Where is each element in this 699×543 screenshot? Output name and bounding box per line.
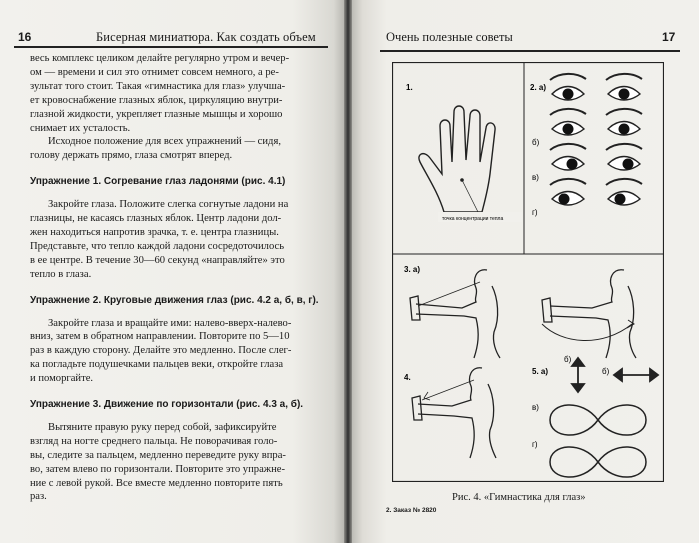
running-title-right: Очень полезные советы bbox=[386, 30, 513, 44]
body-line: Закройте глаза. Положите слегка согнутые ладони на bbox=[48, 199, 289, 211]
palm-icon bbox=[419, 106, 495, 212]
body-line: во, затем влево по горизонтали. Повторите это упражне- bbox=[30, 463, 285, 475]
body-line: голову держать прямо, глаза смотрят вперед. bbox=[30, 150, 233, 162]
body-line: Представьте, что тепло каждой ладони сосредоточилось bbox=[30, 240, 285, 252]
eye-icon bbox=[606, 144, 642, 170]
body-line: раз. bbox=[30, 491, 47, 503]
gaze-line-4 bbox=[422, 380, 474, 400]
eye-rows bbox=[550, 74, 642, 205]
body-line: вниз, затем в обратном направлении. Повторите по 5—10 bbox=[30, 331, 290, 343]
figure-label-5b: б) bbox=[602, 367, 610, 376]
woman-arm-straight-icon bbox=[410, 270, 500, 358]
exercise-heading: Упражнение 1. Согревание глаз ладонями (рис. 4.1) bbox=[30, 176, 286, 188]
body-line: и поморгайте. bbox=[30, 373, 94, 385]
body-line: весь комплекс целиком делайте регулярно утром и вечер- bbox=[30, 53, 290, 64]
running-title-left: Бисерная миниатюра. Как создать объем bbox=[96, 30, 316, 44]
left-body-text bbox=[30, 52, 320, 504]
exercise-heading: Упражнение 3. Движение по горизонтали (рис. 4.3 а, б). bbox=[30, 399, 304, 411]
header-rule-right bbox=[380, 50, 680, 52]
page-number-right: 17 bbox=[662, 30, 676, 44]
body-line: Вытяните правую руку перед собой, зафиксируйте bbox=[48, 421, 277, 433]
body-line: жен находиться напротив зрачка, т. е. центра глазницы. bbox=[30, 226, 279, 238]
figure-label-2: 2. а) bbox=[530, 83, 547, 92]
exercise-heading: Упражнение 2. Круговые движения глаз (рис. 4.2 а, б, в, г). bbox=[30, 294, 319, 306]
woman-near-hand-icon bbox=[412, 368, 496, 458]
body-line: ка погладьте подушечками пальцев веки, откройте глаза bbox=[30, 359, 284, 371]
right-page bbox=[352, 0, 699, 543]
body-line: вы, следите за пальцем, медленно переведите руку впра- bbox=[30, 449, 286, 461]
figure-label-2g: г) bbox=[532, 208, 538, 217]
eye-icon bbox=[550, 144, 586, 170]
body-line: глазницы, не касаясь глазных яблок. Центр ладони дол- bbox=[30, 213, 282, 225]
arc-arrow-3b bbox=[542, 324, 632, 341]
print-order-footnote: 2. Заказ № 2820 bbox=[386, 507, 437, 514]
body-line: в ее центре. В течение 30—60 секунд «направляйте» это bbox=[30, 254, 285, 266]
body-line: Исходное положение для всех упражнений — сидя, bbox=[48, 136, 281, 148]
eye-icon bbox=[606, 109, 642, 135]
vertical-arrow-icon bbox=[572, 358, 584, 392]
infinity-figure-horizontal bbox=[550, 405, 646, 435]
figure-label-2b: б) bbox=[532, 138, 540, 147]
body-line: глазной жидкости, укрепляет глазные мышцы и хорошо bbox=[30, 108, 283, 120]
body-line: тепло в глаза. bbox=[30, 268, 92, 280]
body-line: ет кровоснабжение глазных яблок, циркуляцию внутри- bbox=[30, 94, 283, 106]
body-line: ние с левой рукой. Все вместе медленно повторите пять bbox=[30, 477, 283, 489]
left-page bbox=[0, 0, 344, 543]
pointer-line bbox=[462, 180, 478, 212]
eye-gymnastics-figure bbox=[392, 62, 664, 482]
figure-label-2v: в) bbox=[532, 173, 539, 182]
palm-caption: точка концентрации тепла bbox=[442, 216, 504, 222]
body-line: раз в каждую сторону. Делайте это медленно. После слег- bbox=[30, 345, 292, 357]
figure-label-3b: б) bbox=[564, 355, 572, 364]
header-rule-left bbox=[14, 46, 328, 48]
eye-icon bbox=[550, 74, 586, 100]
book-gutter bbox=[344, 0, 352, 543]
eye-icon bbox=[550, 179, 586, 205]
figure-label-1: 1. bbox=[406, 83, 413, 92]
heat-point-dot bbox=[460, 178, 464, 182]
infinity-figure-lower bbox=[550, 447, 646, 477]
eye-icon bbox=[606, 179, 642, 205]
body-line: взгляд на ногте среднего пальца. Не поворачивая голо- bbox=[30, 435, 278, 447]
figure-label-5g: г) bbox=[532, 440, 538, 449]
body-line: зультат того стоит. Такая «гимнастика для глаз» улучша- bbox=[30, 80, 286, 92]
page-number-left: 16 bbox=[18, 30, 32, 44]
figure-caption: Рис. 4. «Гимнастика для глаз» bbox=[452, 492, 586, 503]
body-line: снимает их усталость. bbox=[30, 122, 131, 134]
figure-label-3: 3. а) bbox=[404, 265, 421, 274]
figure-label-5: 5. а) bbox=[532, 367, 549, 376]
woman-arm-arc-icon bbox=[542, 270, 636, 358]
gaze-line-3a bbox=[418, 282, 480, 306]
horizontal-arrow-icon bbox=[614, 369, 658, 381]
eye-icon bbox=[550, 109, 586, 135]
body-line: ом — времени и сил это отнимет совсем немного, а ре- bbox=[30, 66, 279, 78]
eye-icon bbox=[606, 74, 642, 100]
figure-label-4: 4. bbox=[404, 373, 411, 382]
figure-label-5v: в) bbox=[532, 403, 539, 412]
body-line: Закройте глаза и вращайте ими: налево-вверх-налево- bbox=[48, 317, 292, 329]
